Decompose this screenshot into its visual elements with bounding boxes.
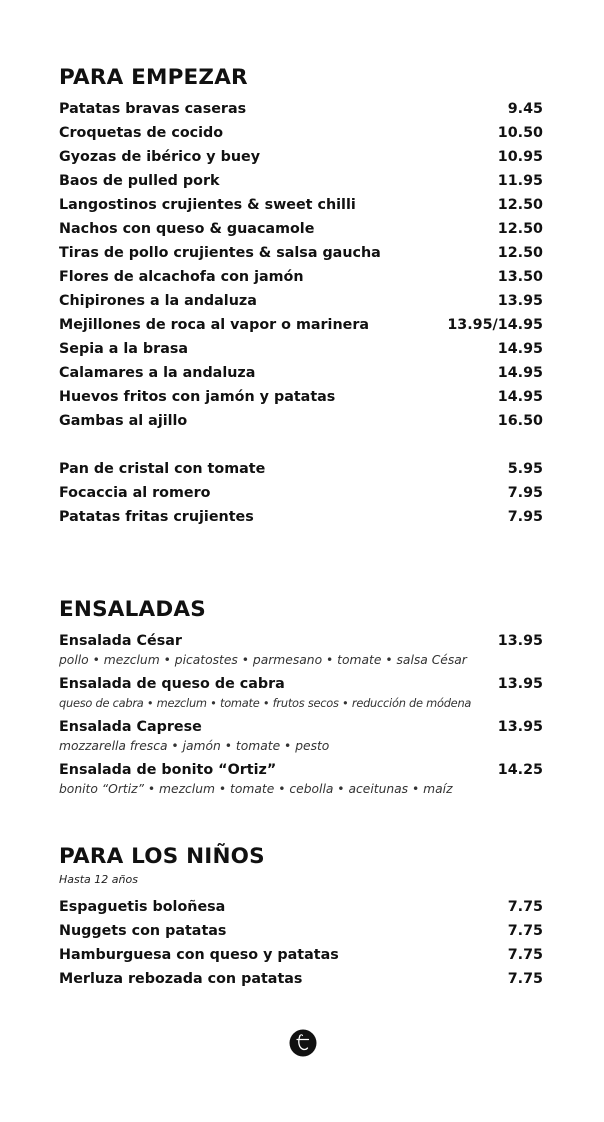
item-name: Patatas fritas crujientes <box>59 509 254 525</box>
menu-item <box>59 98 543 120</box>
item-price: 13.95 <box>497 293 543 309</box>
item-price: 13.95 <box>497 633 543 649</box>
menu-item <box>59 338 543 360</box>
section-title-kids: PARA LOS NIÑOS <box>59 844 265 869</box>
item-price: 13.50 <box>497 269 543 285</box>
item-name: Nachos con queso & guacamole <box>59 221 315 237</box>
menu-item <box>59 410 543 432</box>
item-price: 16.50 <box>497 413 543 429</box>
menu-item <box>59 218 543 240</box>
item-name: Ensalada César <box>59 633 182 649</box>
menu-item <box>59 146 543 168</box>
item-price: 7.75 <box>507 947 543 963</box>
item-price: 12.50 <box>497 221 543 237</box>
menu-item <box>59 170 543 192</box>
item-price: 13.95/14.95 <box>447 317 543 333</box>
item-name: Ensalada de queso de cabra <box>59 676 285 692</box>
restaurant-monogram-logo <box>289 1029 317 1057</box>
item-name: Baos de pulled pork <box>59 173 220 189</box>
salad-item <box>59 759 543 781</box>
item-price: 14.95 <box>497 365 543 381</box>
item-price: 7.75 <box>507 971 543 987</box>
item-name: Flores de alcachofa con jamón <box>59 269 304 285</box>
menu-item <box>59 242 543 264</box>
section-subtitle: Hasta 12 años <box>59 873 138 886</box>
item-price: 14.95 <box>497 341 543 357</box>
item-price: 12.50 <box>497 245 543 261</box>
item-price: 5.95 <box>507 461 543 477</box>
item-price: 11.95 <box>497 173 543 189</box>
item-description: mozzarella fresca • jamón • tomate • pesto <box>59 739 330 753</box>
item-price: 14.25 <box>497 762 543 778</box>
item-name: Hamburguesa con queso y patatas <box>59 947 339 963</box>
menu-item <box>59 194 543 216</box>
item-price: 7.75 <box>507 899 543 915</box>
item-description: pollo • mezclum • picatostes • parmesano • tomate • salsa César <box>59 653 467 667</box>
item-price: 10.95 <box>497 149 543 165</box>
item-name: Chipirones a la andaluza <box>59 293 257 309</box>
menu-item-extra <box>59 458 543 480</box>
salad-item <box>59 673 543 695</box>
item-price: 7.95 <box>507 485 543 501</box>
menu-item-extra <box>59 482 543 504</box>
item-name: Gambas al ajillo <box>59 413 188 429</box>
item-price: 9.45 <box>507 101 543 117</box>
item-name: Gyozas de ibérico y buey <box>59 149 261 165</box>
kids-item <box>59 920 543 942</box>
item-price: 7.75 <box>507 923 543 939</box>
item-name: Mejillones de roca al vapor o marinera <box>59 317 370 333</box>
menu-item <box>59 314 543 336</box>
menu-item <box>59 290 543 312</box>
item-name: Pan de cristal con tomate <box>59 461 266 477</box>
item-price: 10.50 <box>497 125 543 141</box>
kids-item <box>59 968 543 990</box>
item-name: Langostinos crujientes & sweet chilli <box>59 197 356 213</box>
monogram-icon <box>289 1029 317 1057</box>
section-title-starters: PARA EMPEZAR <box>59 65 248 90</box>
item-name: Huevos fritos con jamón y patatas <box>59 389 336 405</box>
salad-item <box>59 630 543 652</box>
item-name: Patatas bravas caseras <box>59 101 247 117</box>
kids-item <box>59 944 543 966</box>
salad-item <box>59 716 543 738</box>
item-name: Merluza rebozada con patatas <box>59 971 303 987</box>
item-name: Espaguetis boloñesa <box>59 899 226 915</box>
item-name: Nuggets con patatas <box>59 923 227 939</box>
item-name: Calamares a la andaluza <box>59 365 256 381</box>
menu-item <box>59 362 543 384</box>
section-title-salads: ENSALADAS <box>59 597 206 622</box>
item-price: 13.95 <box>497 676 543 692</box>
item-price: 14.95 <box>497 389 543 405</box>
item-price: 12.50 <box>497 197 543 213</box>
item-price: 13.95 <box>497 719 543 735</box>
item-name: Focaccia al romero <box>59 485 211 501</box>
menu-item-extra <box>59 506 543 528</box>
item-name: Ensalada Caprese <box>59 719 202 735</box>
menu-item <box>59 122 543 144</box>
item-description: queso de cabra • mezclum • tomate • frutos secos • reducción de módena <box>59 696 472 710</box>
item-name: Tiras de pollo crujientes & salsa gaucha <box>59 245 381 261</box>
kids-item <box>59 896 543 918</box>
menu-item <box>59 386 543 408</box>
item-description: bonito “Ortiz” • mezclum • tomate • cebolla • aceitunas • maíz <box>59 782 453 796</box>
item-name: Croquetas de cocido <box>59 125 224 141</box>
item-price: 7.95 <box>507 509 543 525</box>
menu-item <box>59 266 543 288</box>
item-name: Ensalada de bonito “Ortiz” <box>59 762 277 778</box>
item-name: Sepia a la brasa <box>59 341 188 357</box>
